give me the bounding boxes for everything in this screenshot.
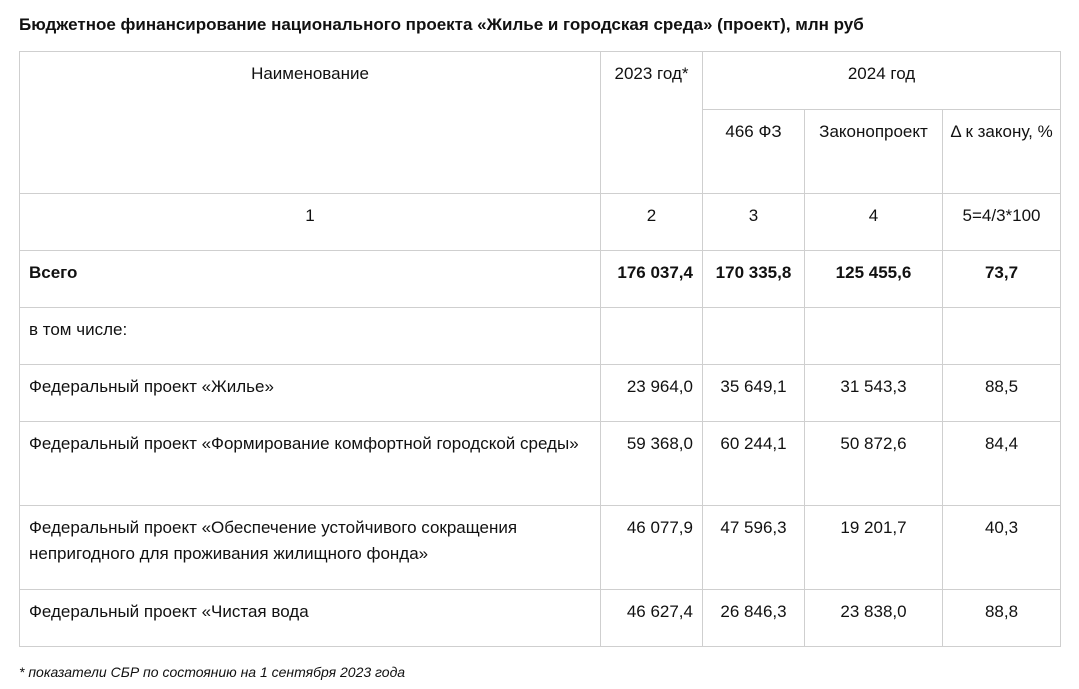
table-row-including [20, 308, 1061, 365]
header-466fz: 466 ФЗ [703, 110, 805, 194]
page-title: Бюджетное финансирование национального проекта «Жилье и городская среда» (проект), млн руб [19, 15, 864, 34]
cell-466fz [703, 308, 805, 365]
header-row-1 [20, 52, 1061, 110]
cell-bill: 31 543,3 [805, 365, 943, 422]
cell-bill: 23 838,0 [805, 590, 943, 647]
header-delta: Δ к закону, % [943, 110, 1061, 194]
cell-466fz: 60 244,1 [703, 422, 805, 506]
cell-delta: 84,4 [943, 422, 1061, 506]
index-cell: 5=4/3*100 [943, 194, 1061, 251]
cell-466fz: 170 335,8 [703, 251, 805, 308]
index-cell: 3 [703, 194, 805, 251]
cell-bill: 50 872,6 [805, 422, 943, 506]
cell-2023: 23 964,0 [601, 365, 703, 422]
cell-delta: 88,8 [943, 590, 1061, 647]
row-name: Федеральный проект «Жилье» [20, 365, 601, 422]
header-name: Наименование [20, 52, 601, 194]
cell-2023: 59 368,0 [601, 422, 703, 506]
cell-delta: 88,5 [943, 365, 1061, 422]
table-row [20, 422, 1061, 506]
header-2023: 2023 год* [601, 52, 703, 194]
index-cell: 1 [20, 194, 601, 251]
cell-466fz: 35 649,1 [703, 365, 805, 422]
table-row [20, 365, 1061, 422]
row-name: Федеральный проект «Чистая вода [20, 590, 601, 647]
header-2024: 2024 год [703, 52, 1061, 110]
cell-bill: 125 455,6 [805, 251, 943, 308]
cell-delta [943, 308, 1061, 365]
cell-bill: 19 201,7 [805, 506, 943, 590]
cell-delta: 40,3 [943, 506, 1061, 590]
cell-bill [805, 308, 943, 365]
index-row [20, 194, 1061, 251]
row-name: Всего [20, 251, 601, 308]
header-bill: Законопроект [805, 110, 943, 194]
table-row [20, 506, 1061, 590]
cell-2023: 46 627,4 [601, 590, 703, 647]
cell-delta: 73,7 [943, 251, 1061, 308]
budget-table [19, 51, 1061, 647]
index-cell: 2 [601, 194, 703, 251]
cell-466fz: 47 596,3 [703, 506, 805, 590]
footnote: * показатели СБР по состоянию на 1 сентября 2023 года [19, 664, 406, 680]
table-row [20, 590, 1061, 647]
row-name: в том числе: [20, 308, 601, 365]
cell-466fz: 26 846,3 [703, 590, 805, 647]
cell-2023: 176 037,4 [601, 251, 703, 308]
row-name: Федеральный проект «Формирование комфортной городской среды» [20, 422, 601, 506]
cell-2023 [601, 308, 703, 365]
table-row-total [20, 251, 1061, 308]
index-cell: 4 [805, 194, 943, 251]
row-name: Федеральный проект «Обеспечение устойчивого сокращения непригодного для проживания жилищного фонда» [20, 506, 601, 590]
cell-2023: 46 077,9 [601, 506, 703, 590]
